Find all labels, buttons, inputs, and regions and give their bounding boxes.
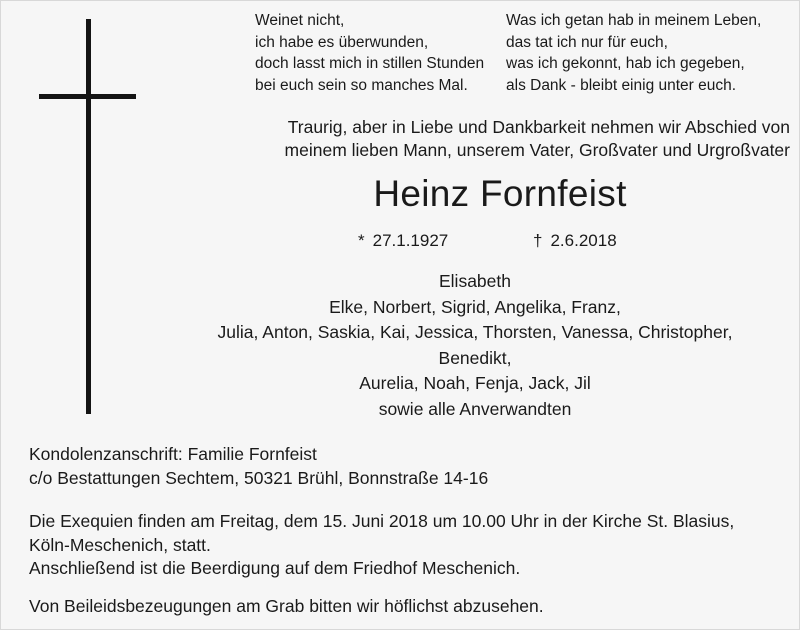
verse-line: als Dank - bleibt einig unter euch. (506, 76, 737, 94)
verse-line: das tat ich nur für euch, (506, 33, 668, 51)
mourner-line: Elke, Norbert, Sigrid, Angelika, Franz, (329, 296, 621, 317)
verse-line: Was ich getan hab in meinem Leben, (506, 12, 762, 29)
mourners-list (175, 269, 775, 422)
verse-right (506, 10, 761, 96)
mourner-line: Aurelia, Noah, Fenja, Jack, Jil (359, 373, 591, 393)
funeral-line: Köln-Meschenich, statt. (29, 534, 211, 555)
death-date-value: 2.6.2018 (550, 231, 617, 250)
verse-line: bei euch sein so manches Mal. (255, 76, 468, 94)
verse-line: Weinet nicht, (255, 12, 345, 29)
intro-line: Traurig, aber in Liebe und Dankbarkeit nehmen wir Abschied von (287, 117, 790, 137)
cross-horizontal-bar (39, 94, 136, 99)
funeral-line: Die Exequien finden am Freitag, dem 15. Juni 2018 um 10.00 Uhr in der Kirche St. Blasius, (29, 511, 735, 531)
birth-date (358, 230, 448, 252)
condolence-address (29, 443, 488, 490)
death-date (533, 230, 617, 252)
farewell-intro (150, 116, 790, 162)
verse-left (255, 10, 484, 96)
birth-date-value: 27.1.1927 (372, 231, 449, 250)
birth-star-icon: * (358, 231, 365, 250)
mourner-line: Benedikt, (438, 347, 512, 368)
deceased-name: Heinz Fornfeist (373, 173, 627, 214)
funeral-details (29, 510, 734, 581)
death-cross-icon: † (533, 231, 543, 250)
verse-line: ich habe es überwunden, (255, 33, 429, 51)
intro-line: meinem lieben Mann, unserem Vater, Großvater und Urgroßvater (284, 140, 790, 160)
mourner-line: Julia, Anton, Saskia, Kai, Jessica, Thorsten, Vanessa, Christopher, (217, 322, 733, 342)
condolence-line: c/o Bestattungen Sechtem, 50321 Brühl, Bonnstraße 14-16 (29, 467, 489, 488)
verse-line: doch lasst mich in stillen Stunden (255, 55, 485, 72)
mourner-line: Elisabeth (439, 271, 511, 291)
funeral-line: Anschließend ist die Beerdigung auf dem Friedhof Meschenich. (29, 558, 521, 578)
cross-vertical-bar (86, 19, 91, 414)
verse-line: was ich gekonnt, hab ich gegeben, (506, 55, 745, 72)
condolence-notice: Von Beileidsbezeugungen am Grab bitten wir höflichst abzusehen. (29, 596, 544, 616)
mourner-line: sowie alle Anverwandten (378, 398, 572, 419)
condolence-line: Kondolenzanschrift: Familie Fornfeist (29, 444, 317, 464)
